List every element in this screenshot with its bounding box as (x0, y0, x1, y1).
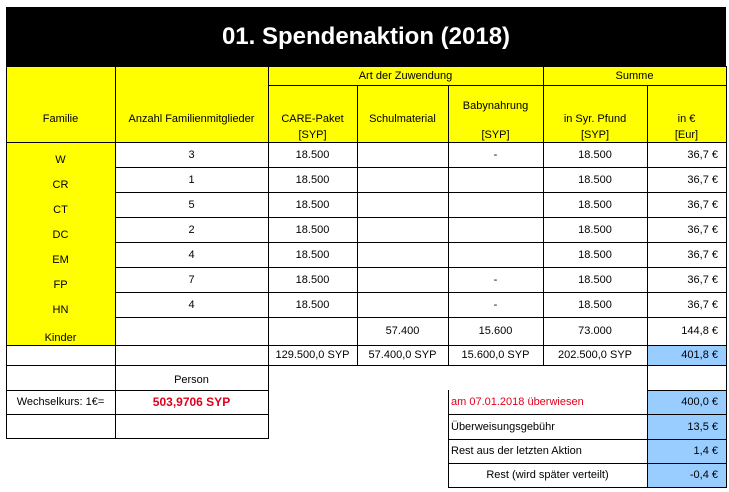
syp-cell: 18.500 (578, 198, 612, 211)
gridline (448, 487, 727, 488)
gridline (115, 167, 727, 168)
header-art-der-zuwendung: Art der Zuwendung (358, 69, 453, 82)
gridline (448, 85, 449, 365)
care-cell: 18.500 (295, 198, 330, 211)
baby-cell (448, 217, 543, 242)
baby-cell: 15.600 (478, 325, 513, 337)
family-cell: W (6, 142, 115, 167)
baby-cell (448, 242, 543, 267)
gridline (115, 192, 727, 193)
family-cell: CT (6, 192, 115, 217)
gridline (448, 390, 449, 488)
unit-baby: [SYP] (481, 128, 510, 141)
baby-cell (448, 167, 543, 192)
baby-cell: - (493, 273, 498, 286)
syp-cell: 18.500 (578, 223, 612, 236)
header-familie: Familie (42, 113, 79, 125)
schul-cell (357, 292, 448, 317)
eur-cell: 36,7 € (687, 173, 718, 186)
exchange-rate-label: Wechselkurs: 1€= (16, 396, 105, 408)
anzahl-cell: 7 (188, 273, 195, 286)
schul-cell (357, 167, 448, 192)
family-cell: Kinder (6, 317, 115, 345)
page-title: 01. Spendenaktion (2018) (6, 7, 726, 66)
schul-cell (357, 267, 448, 292)
gridline (6, 66, 7, 439)
schul-cell (357, 192, 448, 217)
eur-cell: 36,7 € (687, 298, 718, 311)
total-eur: 401,8 € (647, 345, 726, 365)
gridline (268, 66, 269, 439)
unit-care: [SYP] (298, 128, 327, 141)
family-cell: EM (6, 242, 115, 267)
family-cell: CR (6, 167, 115, 192)
gridline (115, 292, 727, 293)
gridline (726, 66, 727, 488)
total-baby: 15.600,0 SYP (461, 349, 530, 361)
eur-cell: 144,8 € (681, 325, 718, 337)
care-cell: 18.500 (295, 173, 330, 186)
anzahl-cell: 1 (188, 173, 195, 186)
eur-cell: 36,7 € (687, 148, 718, 161)
anzahl-cell: 4 (188, 298, 195, 311)
baby-cell: - (493, 298, 498, 311)
schul-cell (357, 142, 448, 167)
header-care-paket: CARE-Paket (281, 113, 344, 125)
care-cell: 18.500 (295, 298, 330, 311)
schul-cell: 57.400 (385, 325, 420, 337)
anzahl-cell: 3 (188, 148, 195, 161)
summary-label-rest: Rest (wird später verteilt) (486, 469, 609, 481)
gridline (448, 463, 727, 464)
total-care: 129.500,0 SYP (275, 349, 350, 361)
schul-cell (357, 217, 448, 242)
unit-eur: [Eur] (674, 128, 699, 141)
syp-cell: 73.000 (578, 325, 612, 337)
gridline (647, 390, 727, 391)
summary-label-previous-rest: Rest aus der letzten Aktion (451, 445, 582, 457)
gridline (268, 85, 727, 86)
family-cell: FP (6, 267, 115, 292)
care-cell: 18.500 (295, 248, 330, 261)
family-cell: DC (6, 217, 115, 242)
baby-cell (448, 192, 543, 217)
gridline (448, 414, 727, 415)
gridline (357, 85, 358, 365)
syp-cell: 18.500 (578, 148, 612, 161)
summary-value-rest: -0,4 € (647, 463, 726, 487)
care-cell (268, 317, 357, 345)
header-summe: Summe (615, 69, 654, 82)
syp-cell: 18.500 (578, 173, 612, 186)
header-in-syr-pfund: in Syr. Pfund (563, 113, 627, 125)
gridline (115, 217, 727, 218)
anzahl-cell: 2 (188, 223, 195, 236)
header-in-eur: in € (677, 113, 696, 125)
gridline (543, 66, 544, 365)
summary-value-transferred: 400,0 € (647, 390, 726, 414)
exchange-rate-value: 503,9706 SYP (152, 395, 231, 409)
gridline (6, 414, 269, 415)
total-syp: 202.500,0 SYP (557, 349, 632, 361)
gridline (115, 66, 116, 439)
person-label: Person (174, 374, 209, 386)
anzahl-cell: 4 (188, 248, 195, 261)
unit-syp: [SYP] (580, 128, 610, 141)
eur-cell: 36,7 € (687, 198, 718, 211)
eur-cell: 36,7 € (687, 223, 718, 236)
gridline (6, 438, 269, 439)
care-cell: 18.500 (295, 148, 330, 161)
summary-label-fee: Überweisungsgebühr (451, 420, 555, 433)
anzahl-cell: 5 (188, 198, 195, 211)
gridline (115, 242, 727, 243)
family-cell: HN (6, 292, 115, 317)
gridline (115, 267, 727, 268)
gridline (647, 85, 648, 488)
summary-value-previous-rest: 1,4 € (647, 439, 726, 463)
summary-label-transferred: am 07.01.2018 überwiesen (451, 396, 584, 408)
syp-cell: 18.500 (578, 273, 612, 286)
summary-value-fee: 13,5 € (647, 414, 726, 439)
care-cell: 18.500 (295, 273, 330, 286)
eur-cell: 36,7 € (687, 248, 718, 261)
schul-cell (357, 242, 448, 267)
gridline (448, 439, 727, 440)
baby-cell: - (493, 148, 498, 161)
header-babynahrung: Babynahrung (462, 100, 529, 112)
care-cell: 18.500 (295, 223, 330, 236)
syp-cell: 18.500 (578, 298, 612, 311)
header-anzahl: Anzahl Familienmitglieder (128, 113, 255, 125)
eur-cell: 36,7 € (687, 273, 718, 286)
syp-cell: 18.500 (578, 248, 612, 261)
total-schul: 57.400,0 SYP (368, 349, 437, 361)
gridline (6, 390, 269, 391)
header-schulmaterial: Schulmaterial (369, 113, 436, 125)
gridline (115, 317, 727, 318)
anzahl-cell (115, 317, 268, 345)
